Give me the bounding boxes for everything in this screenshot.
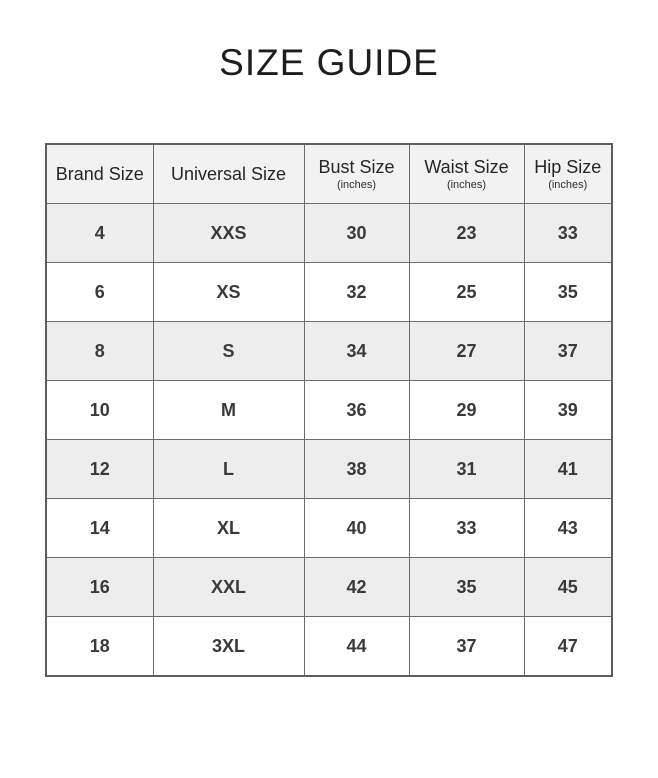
header-cell-brand-size xyxy=(46,144,153,204)
table-cell: 6 xyxy=(46,263,153,322)
table-row xyxy=(46,440,612,499)
table-cell: 3XL xyxy=(153,617,304,677)
header-cell-bust-size xyxy=(304,144,409,204)
table-cell: M xyxy=(153,381,304,440)
table-cell: 40 xyxy=(304,499,409,558)
table-row xyxy=(46,558,612,617)
table-cell: 42 xyxy=(304,558,409,617)
header-unit-label: (inches) xyxy=(548,178,588,191)
table-cell: 36 xyxy=(304,381,409,440)
page-title: SIZE GUIDE xyxy=(219,42,439,83)
table-cell: 37 xyxy=(524,322,612,381)
table-cell: 39 xyxy=(524,381,612,440)
table-cell: 38 xyxy=(304,440,409,499)
table-cell: 18 xyxy=(46,617,153,677)
table-cell: 14 xyxy=(46,499,153,558)
table-row xyxy=(46,204,612,263)
table-cell: 16 xyxy=(46,558,153,617)
table-cell: 30 xyxy=(304,204,409,263)
table-row xyxy=(46,263,612,322)
table-cell: 27 xyxy=(409,322,524,381)
table-cell: XL xyxy=(153,499,304,558)
size-guide-table xyxy=(45,143,613,677)
header-cell-universal-size xyxy=(153,144,304,204)
table-cell: 8 xyxy=(46,322,153,381)
header-label: Waist Size xyxy=(424,156,509,177)
table-cell: 43 xyxy=(524,499,612,558)
table-cell: S xyxy=(153,322,304,381)
table-cell: 25 xyxy=(409,263,524,322)
table-cell: 35 xyxy=(409,558,524,617)
table-cell: XS xyxy=(153,263,304,322)
table-cell: 31 xyxy=(409,440,524,499)
table-cell: 44 xyxy=(304,617,409,677)
header-cell-waist-size xyxy=(409,144,524,204)
table-row xyxy=(46,381,612,440)
table-cell: 35 xyxy=(524,263,612,322)
table-row xyxy=(46,322,612,381)
table-cell: 37 xyxy=(409,617,524,677)
table-cell: 41 xyxy=(524,440,612,499)
table-cell: 45 xyxy=(524,558,612,617)
table-cell: 4 xyxy=(46,204,153,263)
header-label: Hip Size xyxy=(534,156,602,177)
table-cell: 12 xyxy=(46,440,153,499)
table-row xyxy=(46,617,612,677)
table-cell: 23 xyxy=(409,204,524,263)
table-cell: 29 xyxy=(409,381,524,440)
header-label: Universal Size xyxy=(170,163,287,184)
header-label: Brand Size xyxy=(55,163,144,184)
header-label: Bust Size xyxy=(318,156,395,177)
table-cell: XXL xyxy=(153,558,304,617)
table-cell: XXS xyxy=(153,204,304,263)
header-cell-hip-size xyxy=(524,144,612,204)
table-cell: 32 xyxy=(304,263,409,322)
table-row xyxy=(46,499,612,558)
header-unit-label: (inches) xyxy=(446,178,487,191)
table-cell: 34 xyxy=(304,322,409,381)
table-cell: 10 xyxy=(46,381,153,440)
table-cell: 33 xyxy=(409,499,524,558)
table-header-row xyxy=(46,144,612,204)
table-cell: 33 xyxy=(524,204,612,263)
header-unit-label: (inches) xyxy=(336,178,377,191)
table-cell: L xyxy=(153,440,304,499)
table-cell: 47 xyxy=(524,617,612,677)
